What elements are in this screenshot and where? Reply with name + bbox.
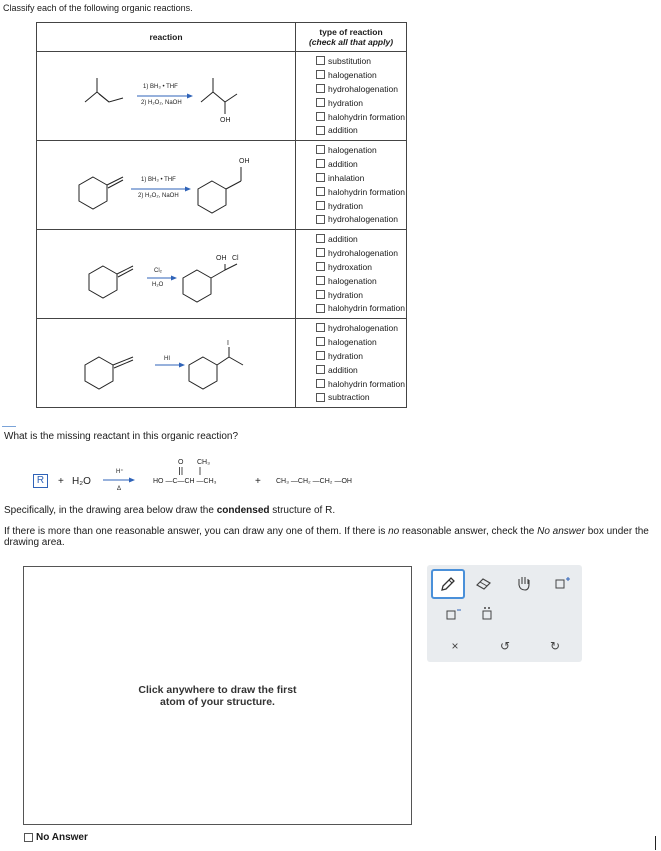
canvas-hint-line-1: Click anywhere to draw the first — [138, 684, 297, 696]
redo-button[interactable] — [543, 637, 567, 655]
option-label: addition — [328, 233, 358, 244]
instruction-paragraph-2 — [4, 526, 658, 548]
checkbox[interactable] — [316, 290, 325, 299]
checkbox[interactable] — [316, 379, 325, 388]
option-label: hydrohalogenation — [328, 247, 398, 258]
no-answer-label: No Answer — [36, 832, 88, 843]
col-type-label: type of reaction — [319, 27, 383, 37]
checkbox[interactable] — [316, 365, 325, 374]
clear-button[interactable] — [443, 637, 467, 655]
option-2-4[interactable] — [316, 185, 406, 199]
option-label: halohydrin formation — [328, 378, 406, 389]
option-4-4[interactable] — [316, 363, 406, 377]
product-label-2: OH — [239, 158, 250, 165]
checkbox[interactable] — [316, 187, 325, 196]
checkbox[interactable] — [316, 323, 325, 332]
reaction-scheme-2 — [37, 141, 296, 230]
instructions: Classify each of the following organic reactions. — [3, 3, 193, 13]
reaction-scheme-4 — [37, 319, 296, 408]
checkbox[interactable] — [316, 304, 325, 313]
option-2-6[interactable] — [316, 212, 406, 226]
pencil-tool-button[interactable] — [431, 569, 465, 599]
option-label: inhalation — [328, 172, 365, 183]
product-label-1: OH — [220, 117, 231, 124]
lone-pair-tool-button[interactable] — [475, 603, 499, 625]
p1-bold: condensed — [216, 505, 270, 516]
p2-italic-1: no — [388, 526, 400, 537]
option-1-3[interactable] — [316, 82, 406, 96]
reagent-3a: Cl₂ — [154, 268, 162, 274]
checkbox[interactable] — [316, 215, 325, 224]
checkbox[interactable] — [316, 173, 325, 182]
option-label: hydroxation — [328, 261, 372, 272]
reagent-4a: HI — [164, 356, 170, 362]
reaction-4-structures — [37, 319, 296, 407]
option-label: halohydrin formation — [328, 186, 406, 197]
option-2-5[interactable] — [316, 199, 406, 213]
type-options-1 — [296, 52, 407, 141]
p2-post: box under the drawing area. — [4, 526, 649, 548]
checkbox[interactable] — [316, 351, 325, 360]
option-3-3[interactable] — [316, 260, 406, 274]
reaction-row-3 — [37, 230, 407, 319]
hand-tool-button[interactable] — [511, 571, 537, 595]
undo-button[interactable] — [493, 637, 517, 655]
option-2-3[interactable] — [316, 171, 406, 185]
product1-methyl: CH₃ — [197, 459, 210, 466]
option-1-4[interactable] — [316, 96, 406, 110]
lone-pair-icon — [480, 606, 494, 622]
canvas-hint — [24, 684, 411, 708]
col-header-reaction: reaction — [37, 23, 296, 52]
option-4-6[interactable] — [316, 390, 406, 404]
checkbox[interactable] — [316, 112, 325, 121]
option-3-4[interactable] — [316, 274, 406, 288]
product-label-4: I — [227, 340, 229, 347]
option-label: addition — [328, 364, 358, 375]
option-label: halohydrin formation — [328, 303, 406, 314]
reaction-row-1 — [37, 52, 407, 141]
minus-charge-tool-button[interactable] — [441, 603, 465, 625]
section-divider — [2, 426, 16, 427]
option-label: addition — [328, 125, 358, 136]
checkbox[interactable] — [316, 234, 325, 243]
checkbox[interactable] — [316, 248, 325, 257]
canvas-hint-line-2: atom of your structure. — [160, 696, 275, 708]
option-3-2[interactable] — [316, 246, 406, 260]
checkbox[interactable] — [24, 833, 33, 842]
option-1-6[interactable] — [316, 123, 406, 137]
type-options-4 — [296, 319, 407, 408]
reaction-1-structures — [37, 52, 296, 140]
option-1-2[interactable] — [316, 68, 406, 82]
hand-icon — [515, 575, 533, 591]
option-label: subtraction — [328, 392, 370, 403]
catalyst-acid: H⁺ — [116, 469, 124, 475]
eraser-icon — [475, 576, 493, 590]
option-2-2[interactable] — [316, 157, 406, 171]
checkbox[interactable] — [316, 145, 325, 154]
type-options-2 — [296, 141, 407, 230]
option-label: halogenation — [328, 69, 377, 80]
product-label-3a: OH — [216, 255, 227, 262]
checkbox[interactable] — [316, 159, 325, 168]
option-label: substitution — [328, 55, 371, 66]
checkbox[interactable] — [316, 126, 325, 135]
option-4-1[interactable] — [316, 321, 406, 335]
option-4-5[interactable] — [316, 377, 406, 391]
reaction-table — [36, 22, 407, 408]
reagent-2b: 2) H₂O₂, NaOH — [138, 193, 179, 199]
checkbox[interactable] — [316, 393, 325, 402]
reagent-2a: 1) BH₃ • THF — [141, 177, 176, 183]
option-label: hydrohalogenation — [328, 322, 398, 333]
option-1-5[interactable] — [316, 110, 406, 124]
product2-propanol: CH₃ —CH₂ —CH₂ —OH — [276, 478, 352, 485]
reaction-row-2 — [37, 141, 407, 230]
option-1-1[interactable] — [316, 54, 406, 68]
product1-chain: HO —C—CH —CH₃ — [153, 478, 217, 485]
option-label: halogenation — [328, 336, 377, 347]
equation-graphic — [33, 452, 453, 497]
reactant-r-box: R — [33, 474, 48, 488]
checkbox[interactable] — [316, 262, 325, 271]
question-text: What is the missing reactant in this organic reaction? — [4, 431, 238, 442]
option-3-1[interactable] — [316, 232, 406, 246]
option-label: hydrohalogenation — [328, 214, 398, 225]
plus-charge-icon — [553, 575, 571, 591]
eraser-tool-button[interactable] — [471, 571, 497, 595]
option-2-1[interactable] — [316, 143, 406, 157]
checkbox[interactable] — [316, 201, 325, 210]
checkbox[interactable] — [316, 84, 325, 93]
option-4-3[interactable] — [316, 349, 406, 363]
option-label: hydrohalogenation — [328, 83, 398, 94]
reaction-scheme-1 — [37, 52, 296, 141]
reaction-2-structures — [37, 141, 296, 229]
no-answer-checkbox[interactable] — [24, 832, 88, 843]
option-label: addition — [328, 158, 358, 169]
reaction-3-structures — [37, 230, 296, 318]
plus-sign-2: + — [255, 476, 261, 487]
option-label: hydration — [328, 289, 363, 300]
reagent-1b: 2) H₂O₂, NaOH — [141, 100, 182, 106]
drawing-toolbox — [427, 565, 582, 662]
close-icon: × — [451, 639, 459, 653]
drawing-canvas[interactable] — [23, 566, 412, 825]
checkbox[interactable] — [316, 337, 325, 346]
water-reactant: H₂O — [72, 476, 91, 487]
p1-post: structure of R. — [269, 505, 336, 516]
reaction-row-4 — [37, 319, 407, 408]
minus-charge-icon — [444, 606, 462, 622]
redo-icon: ↻ — [549, 639, 561, 653]
undo-icon: ↺ — [499, 639, 511, 653]
option-label: hydration — [328, 97, 363, 108]
reaction-scheme-3 — [37, 230, 296, 319]
option-label: halogenation — [328, 144, 377, 155]
pencil-icon — [439, 575, 457, 593]
product-label-3b: Cl — [232, 255, 239, 262]
option-label: halogenation — [328, 275, 377, 286]
instruction-paragraph-1 — [4, 505, 335, 516]
p2-pre: If there is more than one reasonable answer, you can draw any one of them. If there is — [4, 526, 389, 537]
checkbox[interactable] — [316, 276, 325, 285]
option-3-6[interactable] — [316, 301, 406, 315]
reaction-equation — [33, 452, 453, 497]
catalyst-heat: Δ — [117, 486, 122, 492]
col-header-type — [296, 23, 407, 52]
product1-oxygen: O — [178, 459, 184, 466]
type-options-3 — [296, 230, 407, 319]
option-label: hydration — [328, 350, 363, 361]
checkbox[interactable] — [316, 56, 325, 65]
reagent-1a: 1) BH₃ • THF — [143, 84, 178, 90]
plus-sign-1: + — [58, 476, 64, 487]
col-type-sub: (check all that apply) — [308, 37, 394, 47]
text-cursor — [655, 836, 656, 850]
checkbox[interactable] — [316, 70, 325, 79]
option-3-5[interactable] — [316, 288, 406, 302]
option-4-2[interactable] — [316, 335, 406, 349]
p2-italic-2: No answer — [537, 526, 585, 537]
p1-pre: Specifically, in the drawing area below draw the — [4, 505, 217, 516]
reagent-3b: H₂O — [152, 282, 164, 288]
option-label: hydration — [328, 200, 363, 211]
p2-mid: reasonable answer, check the — [399, 526, 538, 537]
checkbox[interactable] — [316, 98, 325, 107]
charge-tool-button[interactable] — [549, 571, 575, 595]
option-label: halohydrin formation — [328, 111, 406, 122]
